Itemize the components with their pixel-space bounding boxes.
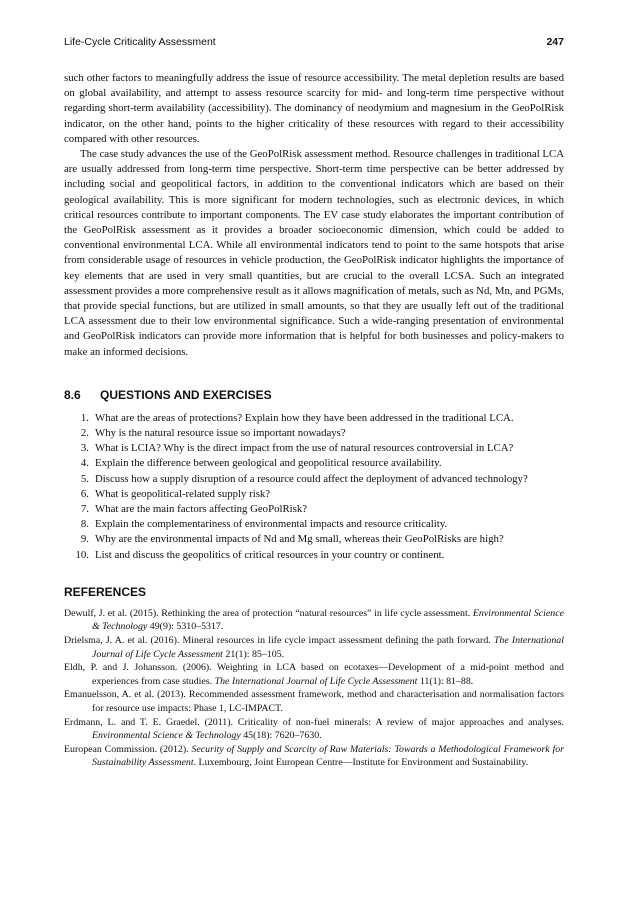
reference-journal: Environmental Science & Technology — [92, 607, 564, 633]
reference-list — [64, 607, 564, 770]
exercise-item — [64, 441, 564, 456]
exercise-item — [64, 472, 564, 487]
running-head — [64, 36, 564, 52]
reference-text: Emanuelsson, A. et al. (2013). Recommended assessment framework, method and characterisation and normalisation factors for resource use impacts: Phase 1, LC-IMPACT. — [64, 689, 564, 715]
reference-details: . Luxembourg, Joint European Centre—Institute for Environment and Sustainability. — [193, 757, 529, 769]
reference-text: Drielsma, J. A. et al. (2016). Mineral resources in life cycle impact assessment defining the path forward. — [64, 635, 494, 647]
exercise-number: 4. — [80, 457, 89, 470]
exercise-text: Discuss how a supply disruption of a resource could affect the deployment of advanced technology? — [95, 472, 528, 485]
reference-entry — [64, 634, 564, 661]
exercise-number: 10. — [75, 548, 89, 561]
paragraph-2: The case study advances the use of the GeoPolRisk assessment method. Resource challenges in traditional LCA are usually addressed from long-term time perspective. Short-term time perspective can be better addressed by including social and geopolitical factors, in addition to the conventional indicators which are based on their geological availability. This is more significant for modern technologies, such as electronic devices, in which critical resources contribute to important components. The EV case study elaborates the important contribution of the GeoPolRisk assessment as it provides a broader socioeconomic dimension, which could be added to conventional environmental LCA. While all environmental indicators tend to point to the same hotspots that arise from considerable usage of resources in vehicle production, the GeoPolRisk indicator highlights the importance of key elements that are used in very small quantities, but are crucial to the overall LCSA. Such an integrated assessment provides a more comprehensive result as it allows magnification of metals, such as Nd, Mn, and PGMs, that provide special functions, but are utilized in small amounts, so that they are usually left out of the traditional LCA assessment due to their low environmental significance. Such a wide-ranging presentation of environmental and GeoPolRisk indicators can provide more information that is helpful for both businesses and policy-makers to make an informed decisions. — [64, 148, 564, 358]
exercise-item — [64, 487, 564, 502]
reference-journal: Environmental Science & Technology — [92, 730, 241, 742]
reference-text: Eldh, P. and J. Johansson. (2006). Weighting in LCA based on ecotaxes—Development of a mid-point method and experiences from case studies. — [64, 662, 564, 687]
section-title: QUESTIONS AND EXERCISES — [100, 387, 272, 402]
reference-text: European Commission. (2012). — [64, 743, 192, 755]
reference-text: Erdmann, L. and T. E. Graedel. (2011). Criticality of non-fuel minerals: A review of major approaches and analyses. — [64, 716, 564, 728]
exercise-number: 3. — [80, 442, 89, 455]
reference-details: 49(9): 5310–5317. — [147, 621, 224, 633]
exercise-number: 8. — [80, 518, 89, 531]
exercise-number: 1. — [80, 411, 89, 424]
exercise-number: 7. — [80, 503, 89, 516]
book-page — [64, 36, 564, 770]
exercise-text: Explain the complementariness of environmental impacts and resource criticality. — [95, 518, 448, 531]
exercise-list — [64, 411, 564, 563]
section-heading — [64, 388, 564, 402]
exercise-text: What are the main factors affecting GeoPolRisk? — [95, 503, 308, 516]
page-number: 247 — [546, 36, 564, 48]
exercise-item — [64, 411, 564, 426]
reference-entry — [64, 688, 564, 715]
body-text — [64, 71, 564, 360]
paragraph-1: such other factors to meaningfully address the issue of resource accessibility. The metal depletion results are based on global availability, and attempt to assess resource scarcity for mid- and long-term time perspective without regarding short-term availability (accessibility). The dominancy of neodymium and magnesium in the GeoPolRisk indicator, on the other hand, points to the higher criticality of these resources with regard to their accessibility compared with other resources. — [64, 72, 564, 145]
reference-journal: Security of Supply and Scarcity of Raw Materials: Towards a Methodological Framework for Sustainability Assessment — [92, 743, 564, 769]
exercise-text: List and discuss the geopolitics of critical resources in your country or continent. — [95, 548, 445, 561]
reference-entry — [64, 716, 564, 743]
exercise-text: Why is the natural resource issue so important nowadays? — [95, 427, 346, 440]
exercise-number: 5. — [80, 472, 89, 485]
exercise-text: Why are the environmental impacts of Nd and Mg small, whereas their GeoPolRisks are high? — [95, 533, 504, 546]
reference-journal: The International Journal of Life Cycle Assessment — [92, 635, 564, 660]
reference-entry — [64, 743, 564, 770]
exercise-number: 6. — [80, 487, 89, 500]
exercise-item — [64, 517, 564, 532]
exercise-item — [64, 456, 564, 471]
exercise-text: What is LCIA? Why is the direct impact from the use of natural resources controversial in LCA? — [95, 442, 514, 455]
reference-entry — [64, 661, 564, 688]
exercise-text: What is geopolitical-related supply risk? — [95, 487, 271, 500]
section-number: 8.6 — [64, 387, 81, 402]
exercise-item — [64, 532, 564, 547]
exercise-text: What are the areas of protections? Explain how they have been addressed in the traditional LCA. — [95, 411, 514, 424]
exercise-item — [64, 548, 564, 563]
references-heading: REFERENCES — [64, 584, 147, 599]
reference-text: Dewulf, J. et al. (2015). Rethinking the area of protection “natural resources” in life cycle assessment. — [64, 607, 473, 619]
reference-journal: The International Journal of Life Cycle Assessment — [214, 675, 418, 687]
reference-details: 21(1): 85–105. — [222, 648, 285, 660]
reference-details: 45(18): 7620–7630. — [240, 730, 322, 742]
exercise-item — [64, 502, 564, 517]
reference-details: 11(1): 81–88. — [417, 675, 474, 687]
exercise-text: Explain the difference between geological and geopolitical resource availability. — [95, 457, 442, 470]
reference-entry — [64, 607, 564, 634]
exercise-number: 2. — [80, 427, 89, 440]
running-head-title: Life-Cycle Criticality Assessment — [64, 36, 216, 48]
exercise-item — [64, 426, 564, 441]
exercise-number: 9. — [80, 533, 89, 546]
